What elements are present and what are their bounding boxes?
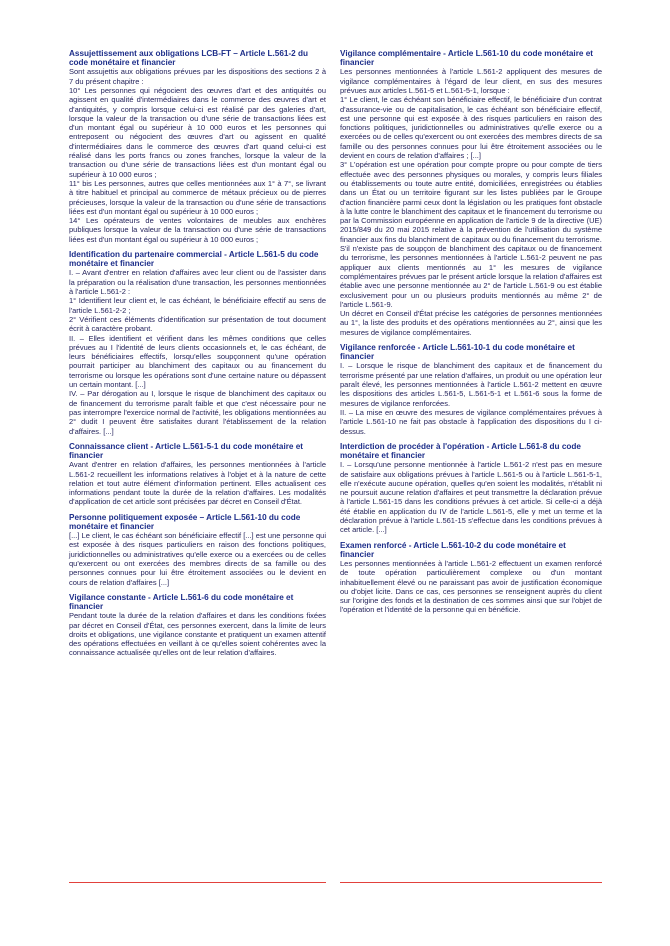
right-column	[340, 49, 602, 621]
section-heading: Vigilance renforcée - Article L.561-10-1 du code monétaire et financier	[340, 343, 575, 362]
section-heading: Assujettissement aux obligations LCB-FT – Article L.561-2 du code monétaire et financier	[69, 49, 309, 68]
section-paragraph: S'il n'existe pas de soupçon de blanchiment des capitaux ou de financement du terrorisme, les personnes mentionnées à l'article L.561-2 peuvent ne pas appliquer aux clients mentionnés au 1° les mesures de vigilance complémentaires prévues par le présent article lorsque la relation d'affaires est établie avec une personne mentionnée au 2° de l'article L.561-9 ou est établie exclusivement pour un ou plusieurs produits mentionnés au même 2° de l'article L.561-9.	[340, 244, 602, 309]
section-paragraph: IV. – Par dérogation au I, lorsque le risque de blanchiment des capitaux ou de financement du terrorisme paraît faible et que c'est nécessaire pour ne pas interrompre l'exercice normal de l'activité, les obligations mentionnées au 2° dudit I peuvent être satisfaites durant l'établissement de la relation d'affaires. [...]	[69, 389, 326, 436]
section-heading: Vigilance constante - Article L.561-6 du code monétaire et financier	[69, 592, 294, 612]
section-paragraph: II. – La mise en œuvre des mesures de vigilance complémentaires prévues à l'article L.561-10 ne fait pas obstacle à l'application des dispositions du I ci-dessus.	[340, 407, 602, 436]
article-section	[340, 442, 602, 535]
right-bottom-rule	[340, 882, 602, 883]
section-heading: Examen renforcé - Article L.561-10-2 du code monétaire et financier	[340, 540, 566, 559]
section-paragraph: Avant d'entrer en relation d'affaires, les personnes mentionnées à l'article L.561-2 recueillent les informations relatives à l'objet et à la nature de cette relation et tout autre élément d'information pertinent. Elles actualisent ces informations pendant toute la durée de la relation d'affaires. Les modalités d'application de cet article sont précisées par décret en Conseil d'État.	[69, 460, 326, 507]
section-paragraph: Les personnes mentionnées à l'article L.561-2 appliquent des mesures de vigilance complémentaires à l'égard de leur client, en sus des mesures prévues aux articles L.561-5 et L.561-5-1, lorsque :	[340, 67, 602, 95]
section-paragraph: II. – Elles identifient et vérifient dans les mêmes conditions que celles prévues au I l'identité de leurs clients occasionnels et, le cas échéant, de leurs bénéficiaires effectifs, lorsqu'elles soupçonnent qu'une opération pourrait participer au blanchiment des capitaux ou au financement du terrorisme ou lorsque les opérations sont d'une certaine nature ou dépassent un certain montant. [...]	[69, 333, 326, 390]
article-section	[340, 343, 602, 436]
section-paragraph: 1° Identifient leur client et, le cas échéant, le bénéficiaire effectif au sens de l'article L.561-2-2 ;	[69, 296, 326, 315]
article-section	[69, 513, 326, 587]
article-section	[69, 593, 326, 658]
left-column	[69, 49, 326, 664]
section-paragraph: I. – Avant d'entrer en relation d'affaires avec leur client ou de l'assister dans la préparation ou la réalisation d'une transaction, les personnes mentionnées à l'article L.561-2 :	[69, 268, 326, 297]
section-paragraph: [...] Le client, le cas échéant son bénéficiaire effectif [...] est une personne qui est exposée à des risques particuliers en raison des fonctions politiques, juridictionnelles ou administratives qu'elle exerce ou a exercées ou de celles qu'exercent ou ont exercées des membres directs de sa famille ou des personnes connues pour lui être étroitement associées ou le devient en cours de relation d'affaires [...]	[69, 531, 326, 587]
section-paragraph: 1° Le client, le cas échéant son bénéficiaire effectif, le bénéficiaire d'un contrat d'assurance-vie ou de capitalisation, le cas échéant son bénéficiaire effectif, est une personne qui est exposée à des risques particuliers en raison des fonctions politiques, juridictionnelles ou administratives qu'elle exerce ou a exercées ou de celles qu'exercent ou ont exercées des membres directs de sa famille ou des personnes connues pour lui être étroitement associées ou le devient en cours de relation d'affaires ; [...]	[340, 95, 602, 161]
section-paragraph: I. – Lorsque le risque de blanchiment des capitaux et de financement du terrorisme présenté par une relation d'affaires, un produit ou une opération leur paraît élevé, les personnes mentionnées à l'article L.561-2 mettent en œuvre les dispositions des articles L.561-5, L.561-5-1 et L.561-6 sous la forme de mesures de vigilance renforcées.	[340, 361, 602, 408]
section-paragraph: 2° Vérifient ces éléments d'identification sur présentation de tout document écrit à caractère probant.	[69, 314, 326, 334]
section-heading: Identification du partenaire commercial - Article L.561-5 du code monétaire et financier	[69, 250, 319, 269]
section-paragraph: I. – Lorsqu'une personne mentionnée à l'article L.561-2 n'est pas en mesure de satisfaire aux obligations prévues à l'article L.561-5 ou à l'article L.561-5-1, elle n'exécute aucune opération, quelles qu'en soient les modalités, n'établit ni ne poursuit aucune relation d'affaires et peut transmettre la déclaration prévue à l'article L.561-15 dans les conditions prévues à cet article. Si celle-ci a déjà été établie en application du IV de l'article L.561-5, elle y met un terme et la déclaration prévue à l'article L.561-15 s'effectue dans les conditions prévues à cet article. [...]	[340, 460, 602, 535]
section-paragraph: 3° L'opération est une opération pour compte propre ou pour compte de tiers effectuée avec des personnes physiques ou morales, y compris leurs filiales ou établissements ou toute autre entité, domiciliées, enregistrées ou établies dans un État ou un territoire figurant sur les listes publiées par le Groupe d'action financière parmi ceux dont la législation ou les pratiques font obstacle à la lutte contre le blanchiment des capitaux et le financement du terrorisme ou par la Commission européenne en application de l'article 9 de la directive (UE) 2015/849 du 20 mai 2015 relative à la prévention de l'utilisation du système financier aux fins du blanchiment de capitaux ou du financement du terrorisme.	[340, 160, 602, 244]
section-paragraph: Sont assujettis aux obligations prévues par les dispositions des sections 2 à 7 du présent chapitre :	[69, 67, 326, 86]
section-paragraph: Pendant toute la durée de la relation d'affaires et dans les conditions fixées par décret en Conseil d'État, ces personnes exercent, dans la limite de leurs droits et obligations, une vigilance constante et pratiquent un examen attentif des opérations effectuées en veillant à ce qu'elles soient cohérentes avec la connaissance actualisée qu'elles ont de leur relation d'affaires.	[69, 611, 326, 658]
section-paragraph: 14° Les opérateurs de ventes volontaires de meubles aux enchères publiques lorsque la valeur de la transaction ou d'une série de transactions liées est d'un montant égal ou supérieur à 10 000 euros ;	[69, 216, 326, 244]
article-section	[69, 250, 326, 436]
article-section	[69, 49, 326, 244]
section-paragraph: 11° bis Les personnes, autres que celles mentionnées aux 1° à 7°, se livrant à titre habituel et principal au commerce de métaux précieux ou de pierres précieuses, lorsque la valeur de la transaction ou d'une série de transactions liées est d'un montant égal ou supérieur à 10 000 euros ;	[69, 178, 326, 216]
article-section	[69, 442, 326, 507]
section-heading: Connaissance client - Article L.561-5-1 du code monétaire et financier	[69, 441, 304, 460]
article-section	[340, 49, 602, 337]
section-heading: Interdiction de procéder à l'opération - Article L.561-8 du code monétaire et financier	[340, 441, 581, 460]
left-bottom-rule	[69, 882, 326, 883]
section-heading: Personne politiquement exposée – Article L.561-10 du code monétaire et financier	[69, 512, 301, 531]
section-paragraph: Un décret en Conseil d'État précise les catégories de personnes mentionnées au 1°, la liste des produits et des opérations mentionnées au 2°, ainsi que les mesures de vigilance complémentaires.	[340, 309, 602, 337]
article-section	[340, 541, 602, 615]
section-paragraph: 10° Les personnes qui négocient des œuvres d'art et des antiquités ou agissent en qualité d'intermédiaires dans le commerce des œuvres d'art et d'antiquités, y compris lorsque celui-ci est réalisé par des galeries d'art, lorsque la valeur de la transaction ou d'une série de transactions liées est d'un montant égal ou supérieur à 10 000 euros et les personnes qui entreposent ou négocient des œuvres d'art ou agissent en qualité d'intermédiaires dans le commerce des œuvres d'art quand celui-ci est réalisé dans les ports francs ou zones franches, lorsque la valeur de la transaction ou d'une série de transactions liées est d'un montant égal ou supérieur à 10 000 euros ;	[69, 86, 326, 179]
section-heading: Vigilance complémentaire - Article L.561-10 du code monétaire et financier	[340, 49, 593, 68]
section-paragraph: Les personnes mentionnées à l'article L.561-2 effectuent un examen renforcé de toute opération particulièrement complexe ou d'un montant inhabituellement élevé ou ne paraissant pas avoir de justification économique ou d'objet licite. Dans ce cas, ces personnes se renseignent auprès du client sur l'origine des fonds et la destination de ces sommes ainsi que sur l'objet de l'opération et l'identité de la personne qui en bénéficie.	[340, 558, 602, 615]
